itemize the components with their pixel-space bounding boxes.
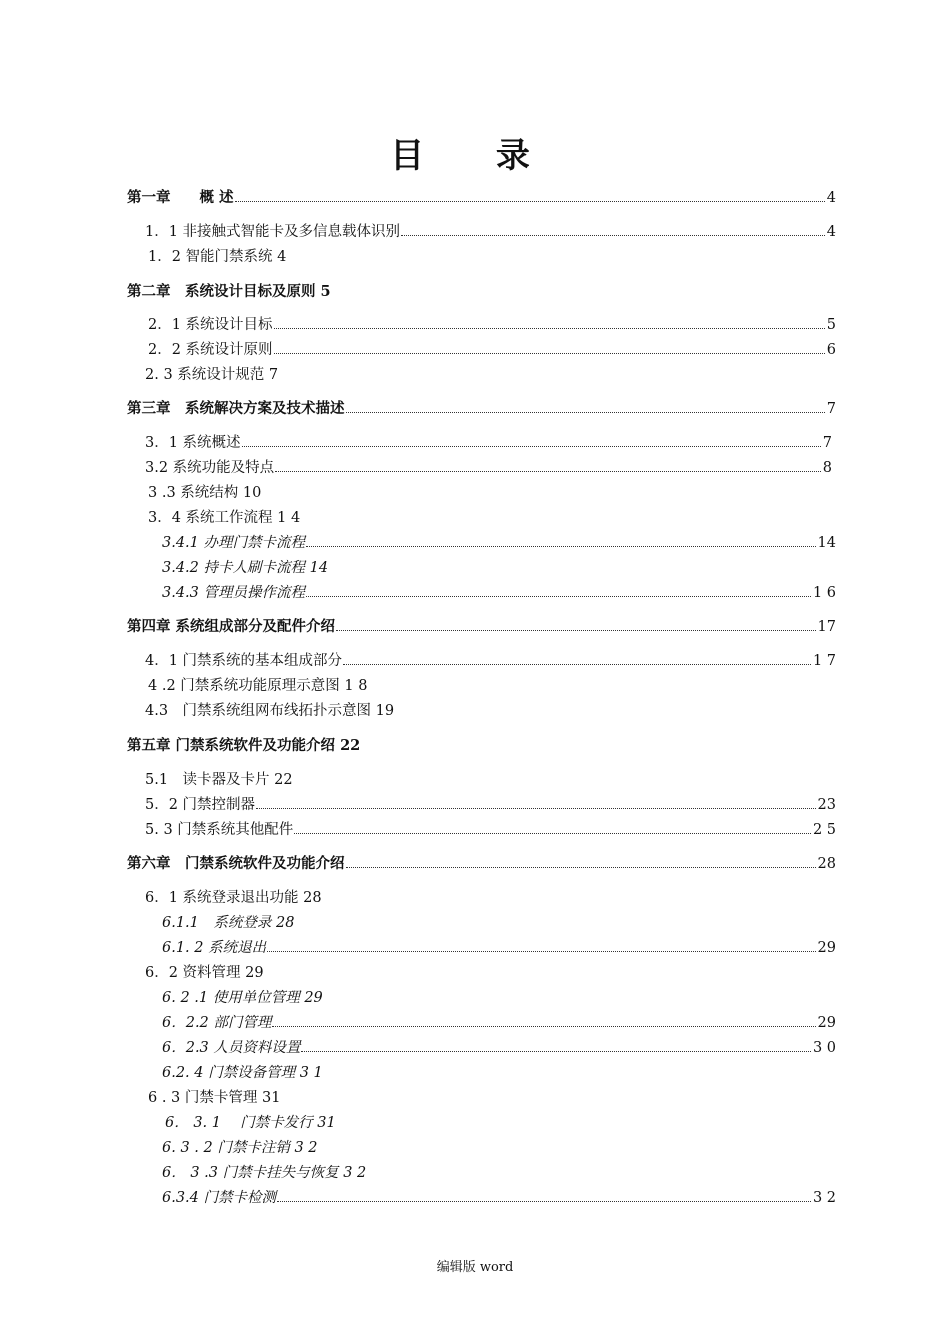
toc-entry-text: 1．1 非接触式智能卡及多信息载体识别 [145,224,401,240]
toc-entry-6-2-4[interactable] [162,1061,323,1083]
toc-entry-6-3-3[interactable] [162,1161,366,1183]
toc-entry-page: 3 0 [812,1040,836,1056]
toc-entry-3-3[interactable] [148,481,261,503]
toc-entry-text: 第一章 概 述 [127,189,234,206]
toc-entry-page: 14 [817,535,836,551]
toc-entry-5-1[interactable] [145,768,293,790]
toc-entry-page: 2 5 [812,822,836,838]
dot-leader [346,412,825,413]
toc-entry-1-2[interactable] [148,245,286,267]
toc-entry-text: 6. 3 . 2 门禁卡注销 3 2 [162,1140,318,1156]
dot-leader [277,1201,811,1202]
toc-entry-6-1-1[interactable] [162,911,294,933]
toc-entry-3-4-3[interactable] [162,581,836,603]
dot-leader [272,1026,815,1027]
toc-chapter-1[interactable] [127,186,836,208]
toc-chapter-3[interactable] [127,397,836,419]
toc-entry-text: 6． 3 .3 门禁卡挂失与恢复 3 2 [162,1165,367,1181]
toc-entry-text: 第六章 门禁系统软件及功能介绍 [127,855,345,872]
toc-entry-page: 29 [817,940,836,956]
toc-entry-5-3[interactable] [145,818,836,840]
toc-entry-6-3-1[interactable] [165,1111,336,1133]
toc-entry-1-1[interactable] [145,220,836,242]
toc-entry-text: 2. 3 系统设计规范 7 [145,367,279,383]
toc-entry-text: 5.1 读卡器及卡片 22 [145,772,293,788]
toc-entry-page: 29 [817,1015,836,1031]
toc-entry-page: 5 [826,317,836,333]
dot-leader [267,951,815,952]
toc-chapter-6[interactable] [127,852,836,874]
toc-entry-text: 3．4 系统工作流程 1 4 [148,510,301,526]
toc-entry-6-3[interactable] [148,1086,280,1108]
toc-entry-page: 7 [826,401,836,417]
toc-entry-text: 3．1 系统概述 [145,435,241,451]
dot-leader [294,833,811,834]
toc-entry-page: 4 [826,224,836,240]
toc-entry-2-2[interactable] [148,338,836,360]
toc-entry-text: 3 .3 系统结构 10 [148,485,262,501]
dot-leader [274,328,825,329]
toc-entry-text: 第二章 系统设计目标及原则 5 [127,283,331,300]
toc-entry-text: 2．2 系统设计原则 [148,342,273,358]
toc-entry-text: 4.3 门禁系统组网布线拓扑示意图 19 [145,703,395,719]
toc-entry-text: 1．2 智能门禁系统 4 [148,249,287,265]
toc-chapter-4[interactable] [127,615,836,637]
dot-leader [306,546,816,547]
dot-leader [336,630,816,631]
toc-entry-6-2-2[interactable] [162,1011,836,1033]
toc-entry-text: 3.2 系统功能及特点 [145,460,275,476]
toc-entry-4-3[interactable] [145,699,394,721]
toc-entry-6-2-1[interactable] [162,986,323,1008]
toc-entry-text: 6． 3. 1 门禁卡发行 31 [165,1115,336,1131]
toc-entry-text: 6．1 系统登录退出功能 28 [145,890,322,906]
toc-entry-2-1[interactable] [148,313,836,335]
toc-entry-text: 6.1.1 系统登录 28 [162,915,295,931]
toc-entry-text: 6．2 资料管理 29 [145,965,264,981]
toc-chapter-5[interactable] [127,734,360,756]
toc-entry-page: 6 [826,342,836,358]
toc-chapter-2[interactable] [127,280,331,302]
dot-leader [242,446,821,447]
toc-entry-text: 第三章 系统解决方案及技术描述 [127,400,345,417]
toc-entry-text: 6.3.4 门禁卡检测 [162,1190,277,1206]
toc-entry-text: 6 . 3 门禁卡管理 31 [148,1090,281,1106]
toc-entry-text: 3.4.3 管理员操作流程 [162,585,306,601]
dot-leader [346,867,816,868]
toc-entry-text: 6.2. 4 门禁设备管理 3 1 [162,1065,323,1081]
toc-entry-6-3-4[interactable] [162,1186,836,1208]
toc-entry-page: 8 [822,460,832,476]
toc-entry-page: 7 [822,435,832,451]
toc-entry-text: 5. 3 门禁系统其他配件 [145,822,294,838]
dot-leader [401,235,825,236]
toc-entry-text: 2．1 系统设计目标 [148,317,273,333]
toc-entry-6-3-2[interactable] [162,1136,318,1158]
dot-leader [274,353,825,354]
toc-entry-text: 4 .2 门禁系统功能原理示意图 1 8 [148,678,368,694]
toc-entry-6-2-3[interactable] [162,1036,836,1058]
toc-entry-text: 第五章 门禁系统软件及功能介绍 22 [127,737,361,754]
toc-entry-page: 1 7 [812,653,836,669]
toc-entry-3-4[interactable] [148,506,300,528]
toc-entry-text: 6．2.3 人员资料设置 [162,1040,301,1056]
toc-entry-text: 6．2.2 部门管理 [162,1015,272,1031]
toc-entry-text: 6. 2 .1 使用单位管理 29 [162,990,323,1006]
dot-leader [256,808,815,809]
toc-entry-text: 第四章 系统组成部分及配件介绍 [127,618,336,635]
dot-leader [301,1051,811,1052]
toc-entry-page: 23 [817,797,836,813]
toc-entry-4-1[interactable] [145,649,836,671]
toc-entry-3-4-1[interactable] [162,531,836,553]
toc-entry-3-4-2[interactable] [162,556,328,578]
toc-entry-6-1-2[interactable] [162,936,836,958]
toc-entry-page: 4 [826,190,836,206]
toc-entry-page: 3 2 [812,1190,836,1206]
toc-entry-3-2[interactable] [145,456,832,478]
toc-entry-page: 17 [817,619,836,635]
dot-leader [343,664,811,665]
toc-entry-6-2[interactable] [145,961,264,983]
toc-entry-text: 5．2 门禁控制器 [145,797,256,813]
toc-entry-6-1[interactable] [145,886,322,908]
toc-entry-text: 3.4.2 持卡人刷卡流程 14 [162,560,329,576]
toc-entry-text: 4．1 门禁系统的基本组成部分 [145,653,343,669]
toc-entry-text: 3.4.1 办理门禁卡流程 [162,535,306,551]
toc-entry-3-1[interactable] [145,431,832,453]
toc-entry-page: 28 [817,856,836,872]
dot-leader [275,471,821,472]
toc-entry-5-2[interactable] [145,793,836,815]
dot-leader [306,596,811,597]
toc-entry-text: 6.1. 2 系统退出 [162,940,267,956]
toc-entry-page: 1 6 [812,585,836,601]
page-title: 目 录 [390,136,560,176]
toc-entry-2-3[interactable] [145,363,278,385]
toc-entry-4-2[interactable] [148,674,367,696]
page-footer: 编辑版 word [436,1260,514,1275]
dot-leader [235,201,825,202]
